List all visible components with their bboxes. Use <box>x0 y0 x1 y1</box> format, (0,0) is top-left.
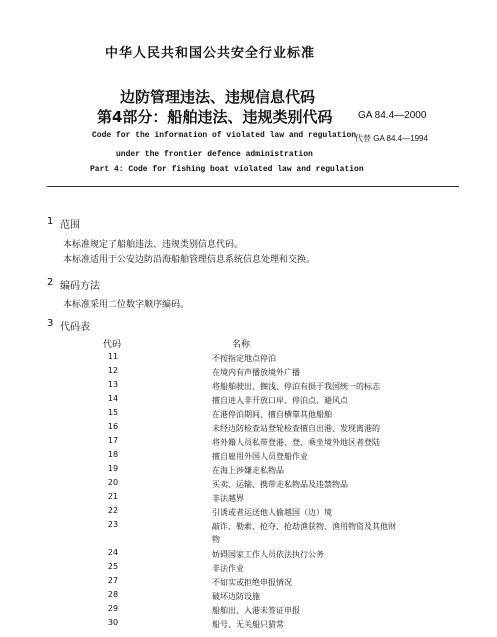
code-cell: 22 <box>107 506 119 515</box>
table-header-name: 名称 <box>232 340 251 350</box>
name-cell: 非法越界 <box>212 494 244 503</box>
table-row <box>0 548 497 562</box>
name-cell: 妨碍国家工作人员依法执行公务 <box>212 550 324 559</box>
code-cell: 15 <box>107 408 119 417</box>
table-row <box>0 422 497 436</box>
name-cell: 将船舶驶出、搁浅、停泊有损于我国统一的标志 <box>212 382 380 391</box>
table-row <box>0 450 497 464</box>
document-title-line1: 边防管理违法、违规信息代码 <box>120 88 316 106</box>
code-cell: 11 <box>107 352 119 361</box>
table-row <box>0 394 497 408</box>
table-row <box>0 590 497 604</box>
table-row <box>0 618 497 632</box>
name-cell: 破坏边防设施 <box>212 592 260 601</box>
standard-number: GA 84.4—2000 <box>358 110 427 121</box>
replaced-standard: 代替 GA 84.4—1994 <box>355 134 428 143</box>
table-row <box>0 464 497 478</box>
table-row <box>0 506 497 520</box>
coding-method-paragraph: 本标准采用二位数字顺序编码。 <box>63 300 190 310</box>
name-cell: 在境内有声播放境外广播 <box>212 368 300 377</box>
section-number: 3 <box>47 318 54 329</box>
table-header-code: 代码 <box>103 340 122 350</box>
document-title-line2: 第4部分：船舶违法、违规类别代码 <box>97 108 333 126</box>
english-title-line1: Code for the information of violated law and regulation <box>92 131 357 140</box>
code-cell: 16 <box>107 422 119 431</box>
name-cell: 将外籍人员私带登港、登、乘坐境外地区者登陆 <box>212 438 380 447</box>
standard-category: 中华人民共和国公共安全行业标准 <box>105 46 316 61</box>
header-rule <box>47 186 459 187</box>
code-cell: 23 <box>107 520 119 529</box>
code-cell: 21 <box>107 492 119 501</box>
name-cell: 敲诈、勒索、抢夺、抢劫渔获物、渔用物资及其他财物 <box>212 522 396 544</box>
name-cell: 引诱或者运送他人偷越国（边）境 <box>212 508 332 517</box>
code-cell: 30 <box>107 618 119 627</box>
english-title-line2: under the frontier defence administration <box>116 150 313 159</box>
code-cell: 29 <box>107 604 119 613</box>
section-title-code-table: 代码表 <box>60 322 90 333</box>
code-cell: 25 <box>107 562 119 571</box>
name-cell: 非法作业 <box>212 564 244 573</box>
name-cell: 船号、无关船只猎常 <box>212 620 284 629</box>
table-row <box>0 478 497 492</box>
name-cell: 在港停泊期间、擅自横靠其他船舶 <box>212 410 332 419</box>
code-cell: 17 <box>107 436 119 445</box>
name-cell: 买卖、运输、携带走私物品及违禁物品 <box>212 480 348 489</box>
code-cell: 13 <box>107 380 119 389</box>
name-cell: 船舶出、入港未签证申报 <box>212 606 300 615</box>
table-row <box>0 352 497 366</box>
table-row <box>0 408 497 422</box>
code-cell: 27 <box>107 576 119 585</box>
english-title-line3: Part 4: Code for fishing boat violated law and regulation <box>90 165 364 174</box>
code-cell: 20 <box>107 478 119 487</box>
name-cell: 未经边防检查站登轮检查擅自出港、发现离港的 <box>212 424 380 433</box>
table-row <box>0 562 497 576</box>
section-title-scope: 范围 <box>60 220 80 231</box>
name-cell: 不如实或拒绝申报情况 <box>212 578 292 587</box>
table-row <box>0 366 497 380</box>
name-cell: 不按指定地点停泊 <box>212 354 276 363</box>
code-cell: 12 <box>107 366 119 375</box>
section-title-coding-method: 编码方法 <box>60 281 100 292</box>
name-cell: 擅自雇用外国人员登船作业 <box>212 452 308 461</box>
section-number: 2 <box>47 277 54 288</box>
scope-paragraph: 本标准适用于公安边防沿海船舶管理信息系统信息处理和交换。 <box>63 255 316 265</box>
table-row <box>0 576 497 590</box>
code-cell: 28 <box>107 590 119 599</box>
name-cell: 擅自进入非开放口岸、停泊点、避风点 <box>212 396 348 405</box>
scope-paragraph: 本标准规定了船舶违法、违规类别信息代码。 <box>63 240 244 250</box>
table-row <box>0 436 497 450</box>
code-cell: 24 <box>107 548 119 557</box>
table-row <box>0 604 497 618</box>
table-row <box>0 520 497 546</box>
code-cell: 14 <box>107 394 119 403</box>
code-cell: 18 <box>107 450 119 459</box>
code-cell: 19 <box>107 464 119 473</box>
table-row <box>0 492 497 506</box>
table-row <box>0 380 497 394</box>
section-number: 1 <box>47 216 54 227</box>
name-cell: 在海上涉嫌走私物品 <box>212 466 284 475</box>
